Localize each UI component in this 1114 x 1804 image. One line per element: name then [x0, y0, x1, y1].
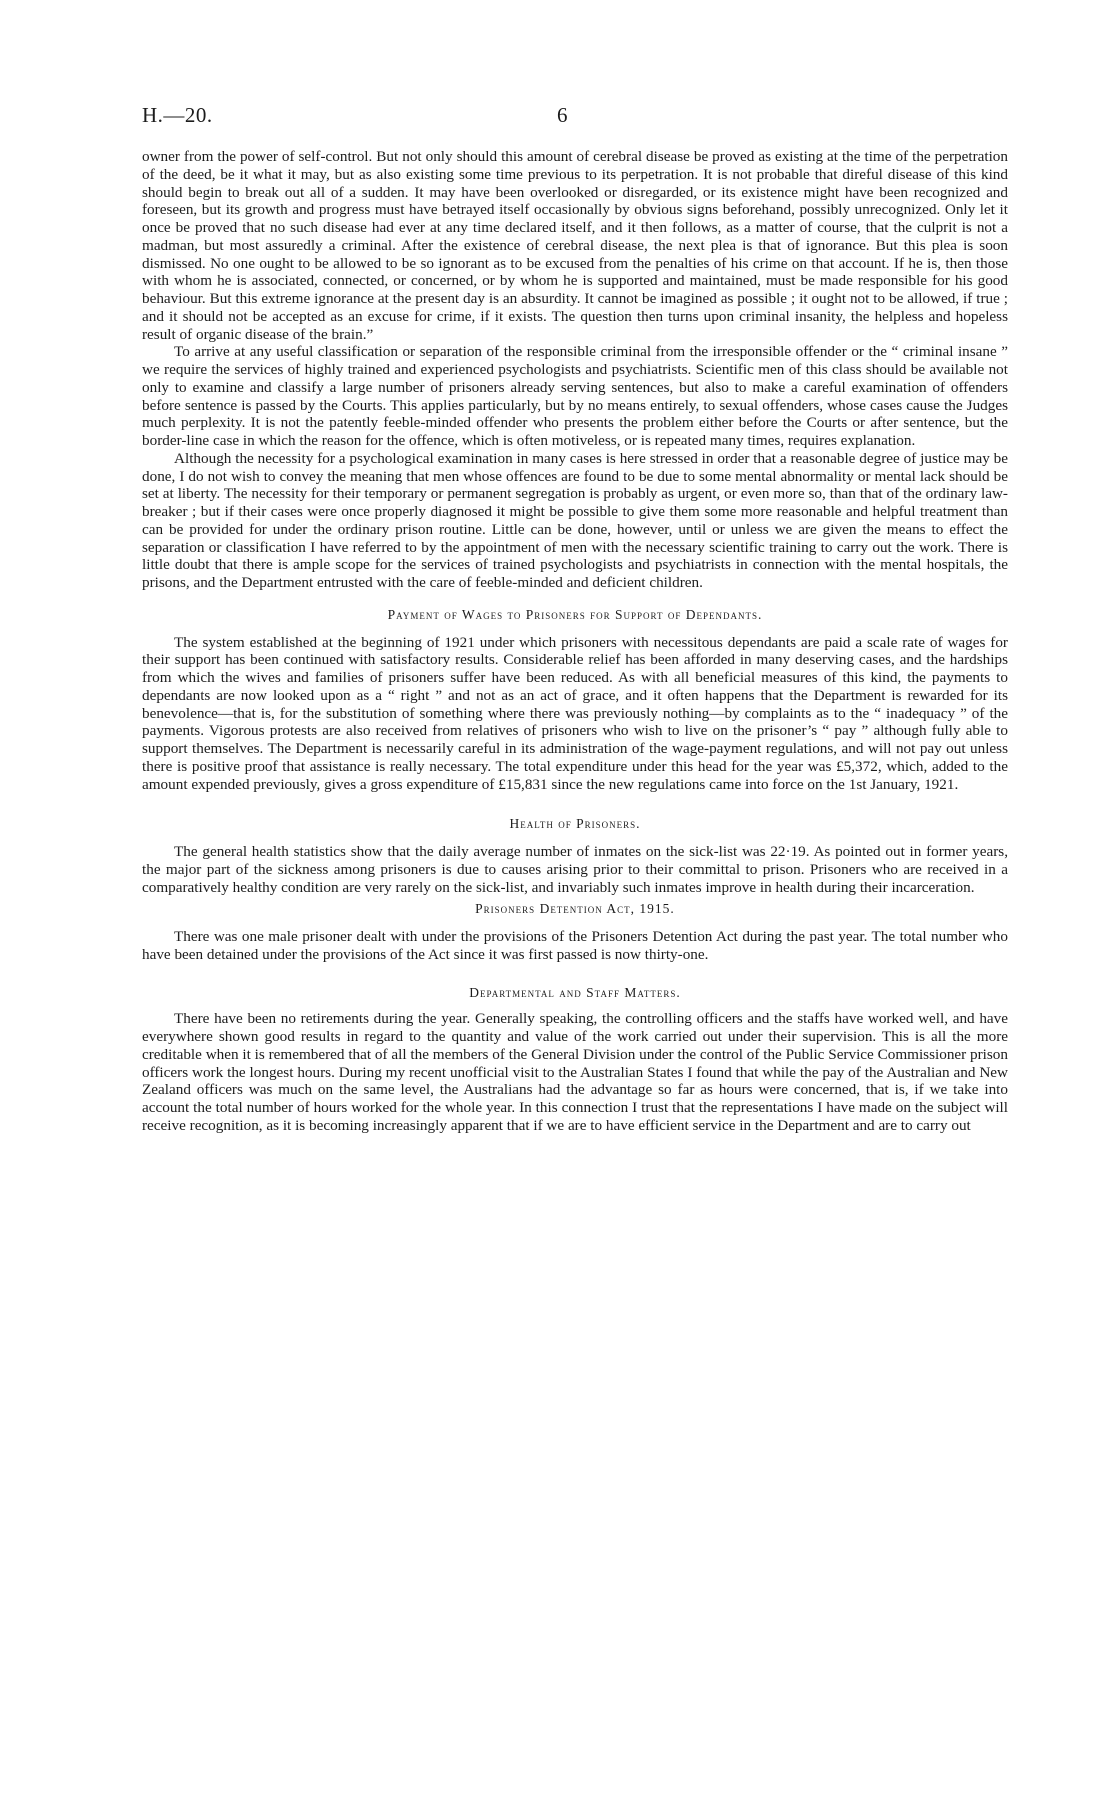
paragraph-psychologists: To arrive at any useful classification or separation of the responsible criminal from the irresponsible offender or the “ criminal insane ” we require the services of highly trained and experienced psychologists and psychiatrists. Scientific men of this class should be available not only to examine and classify a large number of prisoners already serving sentences, but also to make a careful examination of offenders before sentence is passed by the Courts. This applies particularly, but by no means entirely, to sexual offenders, whose cases cause the Judges much perplexity. It is not the patently feeble-minded offender who presents the problem either before the Courts or after sentence, but the border-line case in which the reason for the offence, which is often motiveless, or is repeated many times, requires explanation.	[142, 343, 1008, 449]
heading-departmental-staff-matters: Departmental and Staff Matters.	[469, 984, 681, 1000]
page-number: 6	[557, 103, 568, 127]
paragraph-wages: The system established at the beginning of 1921 under which prisoners with necessitous dependants are paid a scale rate of wages for their support has been continued with satisfactory results. Considerable relief has been afforded in many deserving cases, and the hardships from which the wives and families of prisoners suffer have been reduced. As with all beneficial measures of this kind, the payments to dependants are now looked upon as a “ right ” and not as an act of grace, and it often happens that the Department is rewarded for its benevolence—that is, for the substitution of something where there was previously nothing—by complaints as to the “ inadequacy ” of the payments. Vigorous protests are also received from relatives of prisoners who wish to live on the prisoner’s “ pay ” although fully able to support themselves. The Department is necessarily careful in its administration of the wage-payment regulations, and will not pay out unless there is positive proof that assistance is really necessary. The total expenditure under this head for the year was £5,372, which, added to the amount expended previously, gives a gross expenditure of £15,831 since the new regulations came into force on the 1st January, 1921.	[142, 633, 1008, 793]
paragraph-continued: owner from the power of self-control. But not only should this amount of cerebral disease be proved as existing at the time of the perpetration of the deed, be it what it may, but as also existing some time previous to its perpetration. It is not probable that direful disease of this kind should begin to break out all of a sudden. It may have been overlooked or disregarded, or its existence might have been recognized and foreseen, but its growth and progress must have betrayed itself occasionally by obvious signs beforehand, possibly unrecognized. Only let it once be proved that no such disease had ever at any time declared itself, and it then follows, as a matter of course, that the culprit is not a madman, but most assuredly a criminal. After the existence of cerebral disease, the next plea is that of ignorance. But this plea is soon dismissed. No one ought to be allowed to be so ignorant as to be excused from the penalties of his crime on that account. If he is, then those with whom he is associated, connected, or concerned, or by whom he is supported and maintained, must be made responsible for his good behaviour. But this extreme ignorance at the present day is an absurdity. It cannot be imagined as possible ; it ought not to be allowed, if true ; and it should not be accepted as an excuse for crime, if it exists. The question then turns upon criminal insanity, the helpless and hopeless result of organic disease of the brain.”	[142, 148, 1008, 343]
paragraph-staff: There have been no retirements during the year. Generally speaking, the controlling officers and the staffs have worked well, and have everywhere shown good results in regard to the quantity and value of the work carried out under their supervision. This is all the more creditable when it is remembered that of all the members of the General Division under the control of the Public Service Commissioner prison officers work the longest hours. During my recent unofficial visit to the Australian States I found that while the pay of the Australian and New Zealand officers was much on the same level, the Australians had the advantage so far as hours were concerned, that is, if we take into account the total number of hours worked for the whole year. In this connection I trust that the representations I have made on the subject will receive recognition, as it is becoming increasingly apparent that if we are to have efficient service in the Department and are to carry out	[142, 1010, 1008, 1134]
heading-prisoners-detention-act: Prisoners Detention Act, 1915.	[475, 901, 675, 917]
paragraph-detention: There was one male prisoner dealt with under the provisions of the Prisoners Detention Act during the past year. The total number who have been detained under the provisions of the Act since it was first passed is now thirty-one.	[142, 928, 1008, 963]
page-header	[142, 103, 1008, 133]
body-text	[142, 148, 1008, 1135]
paragraph-health: The general health statistics show that the daily average number of inmates on the sick-list was 22·19. As pointed out in former years, the major part of the sickness among prisoners is due to causes arising prior to their committal to prison. Prisoners who are received in a comparatively healthy condition are very rarely on the sick-list, and invariably such inmates improve in health during their incarceration.	[142, 843, 1008, 896]
heading-payment-of-wages: Payment of Wages to Prisoners for Support of Dependants.	[387, 606, 763, 622]
document-reference: H.—20.	[142, 103, 213, 127]
heading-health-of-prisoners: Health of Prisoners.	[509, 816, 641, 832]
paragraph-psychological-examination: Although the necessity for a psychological examination in many cases is here stressed in order that a reasonable degree of justice may be done, I do not wish to convey the meaning that men whose offences are found to be due to some mental abnormality or mental lack should be set at liberty. The necessity for their temporary or permanent segregation is probably as urgent, or even more so, than that of the ordinary law-breaker ; but if their cases were once properly diagnosed it might be possible to give them some more reasonable and helpful treatment than can be provided for under the ordinary prison routine. Little can be done, however, until or unless we are given the means to effect the separation or classification I have referred to by the appointment of men with the necessary scientific training to carry out the work. There is little doubt that there is ample scope for the services of trained psychologists and psychiatrists in connection with the mental hospitals, the prisons, and the Department entrusted with the care of feeble-minded and deficient children.	[142, 449, 1008, 591]
